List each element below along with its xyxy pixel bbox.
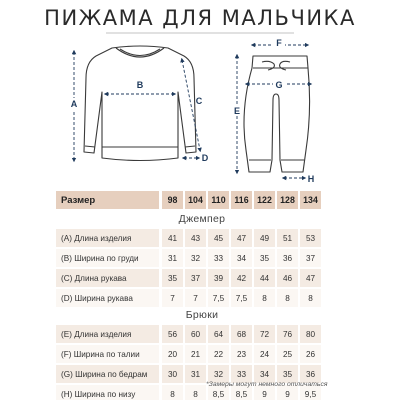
- garment-diagram: [0, 0, 400, 190]
- row-value: 20: [162, 345, 183, 363]
- row-value: 36: [300, 365, 321, 383]
- row-value: 31: [162, 249, 183, 267]
- row-value: 41: [162, 229, 183, 247]
- row-value: 56: [162, 325, 183, 343]
- measurement-note: *Замеры могут немного отличаться: [206, 381, 328, 388]
- row-value: 32: [208, 365, 229, 383]
- row-value: 34: [254, 365, 275, 383]
- row-value: 32: [185, 249, 206, 267]
- row-value: 64: [208, 325, 229, 343]
- pants-letter-g: G: [275, 80, 283, 90]
- jumper-letter-a: A: [70, 99, 78, 109]
- table-row: [56, 325, 323, 343]
- jumper-letter-c: C: [195, 96, 203, 106]
- row-value: 33: [231, 365, 252, 383]
- row-value: 23: [231, 345, 252, 363]
- row-value: 37: [185, 269, 206, 287]
- size-col-134: 134: [300, 191, 321, 209]
- row-label: (F) Ширина по талии: [56, 345, 159, 363]
- row-value: 8: [277, 289, 298, 307]
- row-value: 8: [185, 385, 206, 400]
- row-value: 46: [277, 269, 298, 287]
- size-col-116: 116: [231, 191, 252, 209]
- row-value: 33: [208, 249, 229, 267]
- row-value: 72: [254, 325, 275, 343]
- row-value: 7: [185, 289, 206, 307]
- section-title-jumper: Джемпер: [178, 213, 226, 225]
- row-value: 8,5: [208, 385, 229, 400]
- row-value: 44: [254, 269, 275, 287]
- size-col-98: 98: [162, 191, 183, 209]
- row-value: 7,5: [208, 289, 229, 307]
- row-value: 39: [208, 269, 229, 287]
- row-value: 22: [208, 345, 229, 363]
- row-value: 53: [300, 229, 321, 247]
- size-col-122: 122: [254, 191, 275, 209]
- row-value: 45: [208, 229, 229, 247]
- row-value: 24: [254, 345, 275, 363]
- table-row: [56, 269, 323, 287]
- row-label: (C) Длина рукава: [56, 269, 159, 287]
- row-value: 8: [254, 289, 275, 307]
- table-row: [56, 289, 323, 307]
- pants-letter-h: H: [307, 174, 315, 184]
- row-value: 36: [277, 249, 298, 267]
- row-value: 21: [185, 345, 206, 363]
- jumper-dimension-lines: [74, 52, 200, 160]
- row-value: 43: [185, 229, 206, 247]
- row-value: 51: [277, 229, 298, 247]
- jumper-letter-d: D: [201, 153, 209, 163]
- row-value: 8: [162, 385, 183, 400]
- row-value: 7: [162, 289, 183, 307]
- row-value: 47: [300, 269, 321, 287]
- pants-dimension-lines: [237, 45, 310, 178]
- row-value: 26: [300, 345, 321, 363]
- row-value: 9,5: [300, 385, 321, 400]
- row-value: 35: [254, 249, 275, 267]
- row-value: 30: [162, 365, 183, 383]
- row-value: 7,5: [231, 289, 252, 307]
- row-label: (D) Ширина рукава: [56, 289, 159, 307]
- row-value: 42: [231, 269, 252, 287]
- row-label: (H) Ширина по низу: [56, 385, 159, 400]
- pants-letter-e: E: [233, 106, 241, 116]
- table-row: [56, 345, 323, 363]
- row-value: 34: [231, 249, 252, 267]
- row-value: 49: [254, 229, 275, 247]
- row-value: 68: [231, 325, 252, 343]
- row-value: 9: [277, 385, 298, 400]
- row-value: 80: [300, 325, 321, 343]
- table-row: [56, 229, 323, 247]
- row-value: 35: [162, 269, 183, 287]
- row-label: (A) Длина изделия: [56, 229, 159, 247]
- section-title-pants: Брюки: [185, 309, 219, 321]
- size-header-label: Размер: [56, 191, 159, 209]
- size-header-row: [56, 191, 323, 209]
- row-value: 8: [300, 289, 321, 307]
- row-label: (B) Ширина по груди: [56, 249, 159, 267]
- size-col-128: 128: [277, 191, 298, 209]
- jumper-letter-b: B: [136, 80, 144, 90]
- row-value: 25: [277, 345, 298, 363]
- pants-illustration: [244, 56, 310, 172]
- row-label: (E) Длина изделия: [56, 325, 159, 343]
- row-label: (G) Ширина по бедрам: [56, 365, 159, 383]
- row-value: 31: [185, 365, 206, 383]
- pants-letter-f: F: [276, 38, 282, 48]
- page-title: ПИЖАМА ДЛЯ МАЛЬЧИКА: [44, 6, 356, 30]
- row-value: 8,5: [231, 385, 252, 400]
- row-value: 9: [254, 385, 275, 400]
- row-value: 47: [231, 229, 252, 247]
- jumper-illustration: [84, 46, 196, 161]
- size-col-110: 110: [208, 191, 229, 209]
- row-value: 76: [277, 325, 298, 343]
- table-row: [56, 249, 323, 267]
- size-col-104: 104: [185, 191, 206, 209]
- row-value: 37: [300, 249, 321, 267]
- row-value: 60: [185, 325, 206, 343]
- row-value: 35: [277, 365, 298, 383]
